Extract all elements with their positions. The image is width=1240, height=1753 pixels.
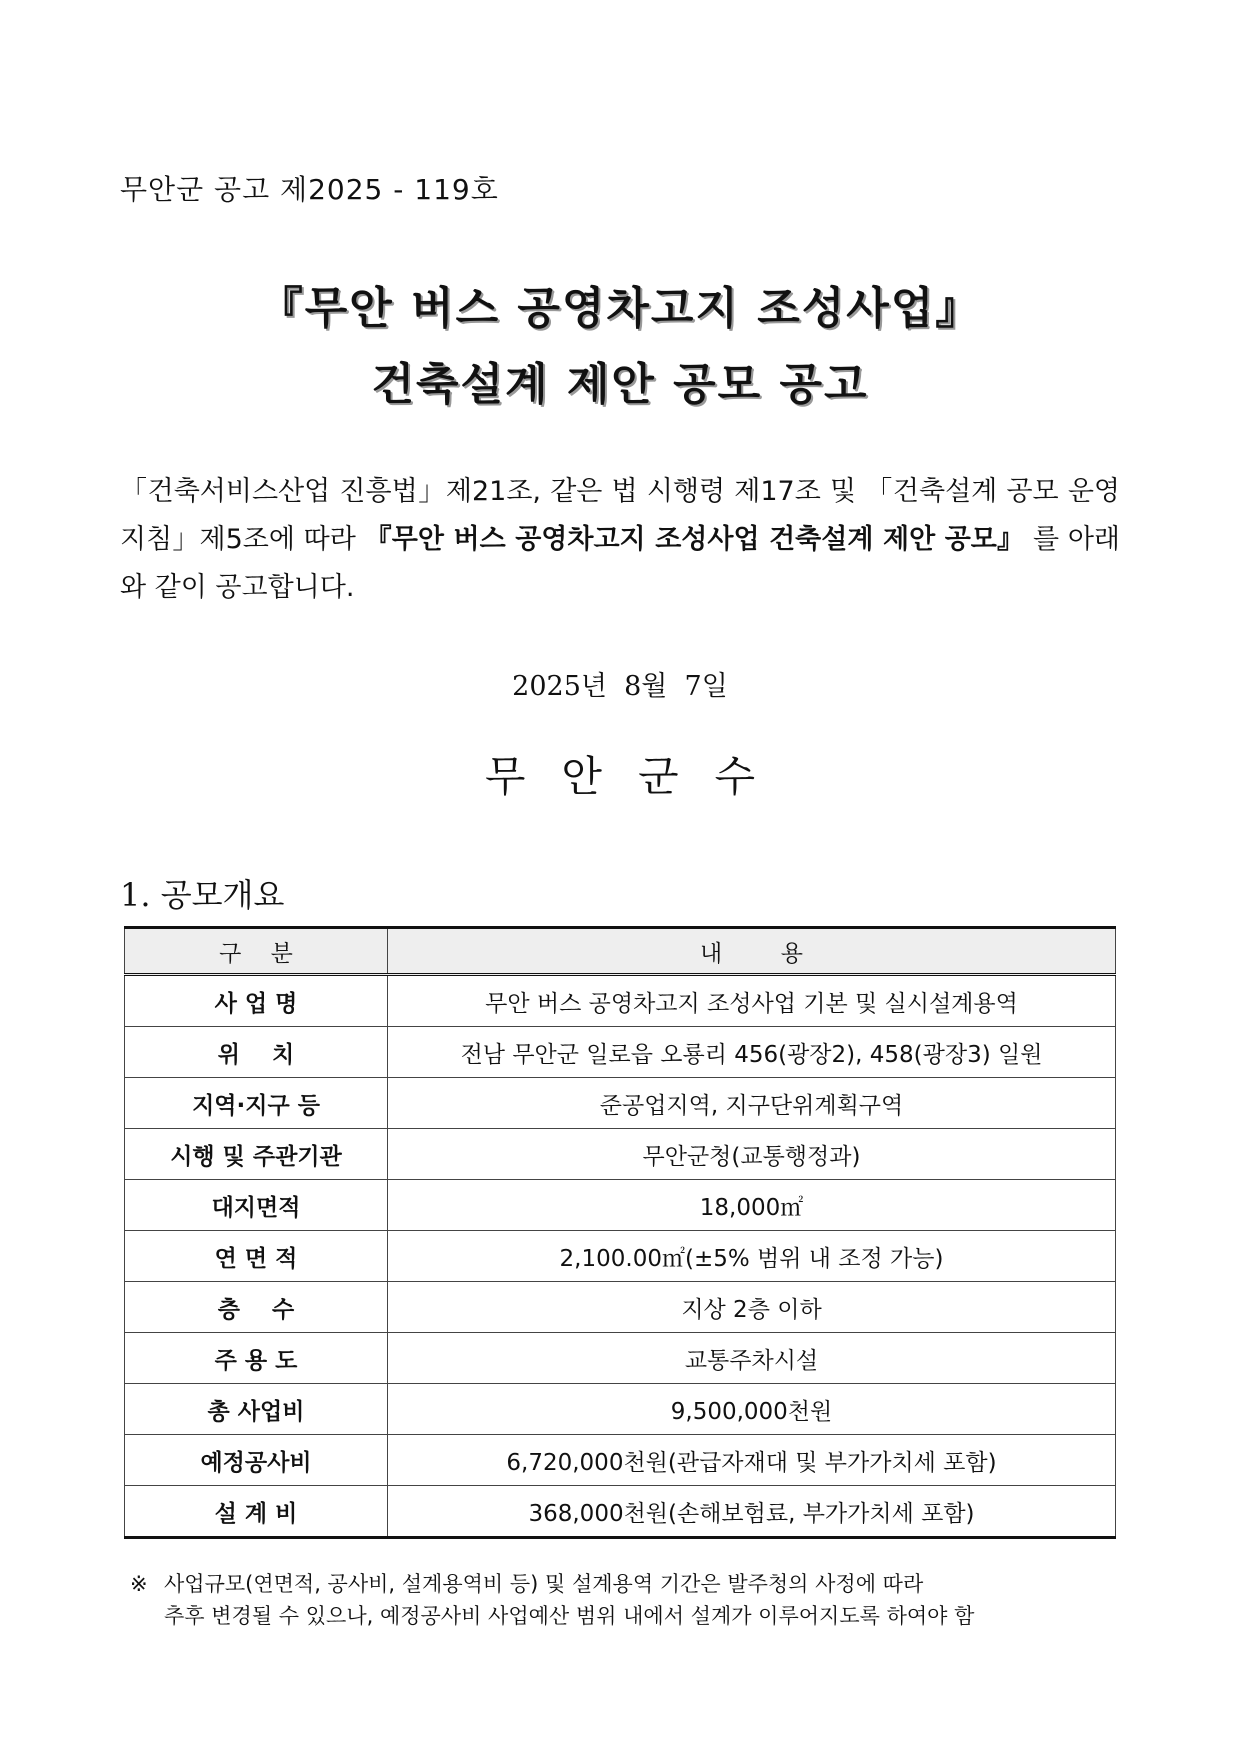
row-label: 지역·지구 등 bbox=[125, 1078, 388, 1129]
intro-paragraph bbox=[120, 468, 1120, 612]
row-value: 준공업지역, 지구단위계획구역 bbox=[388, 1078, 1116, 1129]
header-content: 내 용 bbox=[388, 928, 1116, 975]
footnote-line-2: 추후 변경될 수 있으나, 예정공사비 사업예산 범위 내에서 설계가 이루어지도록 하여야 함 bbox=[164, 1604, 975, 1628]
row-label: 연 면 적 bbox=[125, 1231, 388, 1282]
table-header-row bbox=[125, 928, 1116, 975]
table-row bbox=[125, 1078, 1116, 1129]
section-heading bbox=[120, 870, 284, 916]
table-row bbox=[125, 1486, 1116, 1538]
section-number: 1. bbox=[120, 876, 151, 914]
intro-bold-title: 『무안 버스 공영차고지 조성사업 건축설계 제안 공모』 bbox=[364, 524, 1025, 555]
row-value: 무안 버스 공영차고지 조성사업 기본 및 실시설계용역 bbox=[388, 975, 1116, 1027]
table-row bbox=[125, 1333, 1116, 1384]
row-value: 6,720,000천원(관급자재대 및 부가가치세 포함) bbox=[388, 1435, 1116, 1486]
notice-number: 무안군 공고 제2025 - 119호 bbox=[120, 173, 499, 206]
table-row bbox=[125, 1027, 1116, 1078]
row-label: 설 계 비 bbox=[125, 1486, 388, 1538]
title-line-1: 『무안 버스 공영차고지 조성사업』 bbox=[258, 283, 982, 334]
row-value: 교통주차시설 bbox=[388, 1333, 1116, 1384]
row-label: 총 사업비 bbox=[125, 1384, 388, 1435]
section-title: 공모개요 bbox=[160, 876, 285, 914]
intro-text-1: 「건축서비스산업 진흥법」제21조, 같은 법 시행령 제17조 및 「건축설계 공모 운영지침」제5조에 따라 bbox=[120, 476, 1120, 555]
row-label: 위 치 bbox=[125, 1027, 388, 1078]
row-value: 지상 2층 이하 bbox=[388, 1282, 1116, 1333]
row-label: 층 수 bbox=[125, 1282, 388, 1333]
row-label: 시행 및 주관기관 bbox=[125, 1129, 388, 1180]
table-row bbox=[125, 975, 1116, 1027]
row-label: 대지면적 bbox=[125, 1180, 388, 1231]
row-label: 예정공사비 bbox=[125, 1435, 388, 1486]
row-value: 368,000천원(손해보험료, 부가가치세 포함) bbox=[388, 1486, 1116, 1538]
overview-table bbox=[124, 926, 1116, 1539]
row-label: 사 업 명 bbox=[125, 975, 388, 1027]
row-value: 2,100.00㎡(±5% 범위 내 조정 가능) bbox=[388, 1231, 1116, 1282]
row-value: 9,500,000천원 bbox=[388, 1384, 1116, 1435]
reference-mark: ※ bbox=[130, 1572, 148, 1596]
notice-date: 2025년 8월 7일 bbox=[512, 671, 728, 702]
table-row bbox=[125, 1282, 1116, 1333]
footnote-text-1: 사업규모(연면적, 공사비, 설계용역비 등) 및 설계용역 기간은 발주청의 사정에 따라 bbox=[164, 1572, 924, 1596]
table-row bbox=[125, 1129, 1116, 1180]
row-value: 무안군청(교통행정과) bbox=[388, 1129, 1116, 1180]
table-row bbox=[125, 1180, 1116, 1231]
footnote-line-1 bbox=[130, 1568, 1120, 1600]
table-row bbox=[125, 1231, 1116, 1282]
issuer: 무안군수 bbox=[484, 752, 792, 801]
row-value: 전남 무안군 일로읍 오룡리 456(광장2), 458(광장3) 일원 bbox=[388, 1027, 1116, 1078]
title-line-2: 건축설계 제안 공모 공고 bbox=[371, 359, 869, 410]
intro-text-2: 를 아래와 같이 공고합니다. bbox=[120, 524, 1120, 603]
row-value: 18,000㎡ bbox=[388, 1180, 1116, 1231]
header-category: 구 분 bbox=[125, 928, 388, 975]
table-row bbox=[125, 1384, 1116, 1435]
table-row bbox=[125, 1435, 1116, 1486]
row-label: 주 용 도 bbox=[125, 1333, 388, 1384]
footnote bbox=[130, 1568, 1120, 1632]
